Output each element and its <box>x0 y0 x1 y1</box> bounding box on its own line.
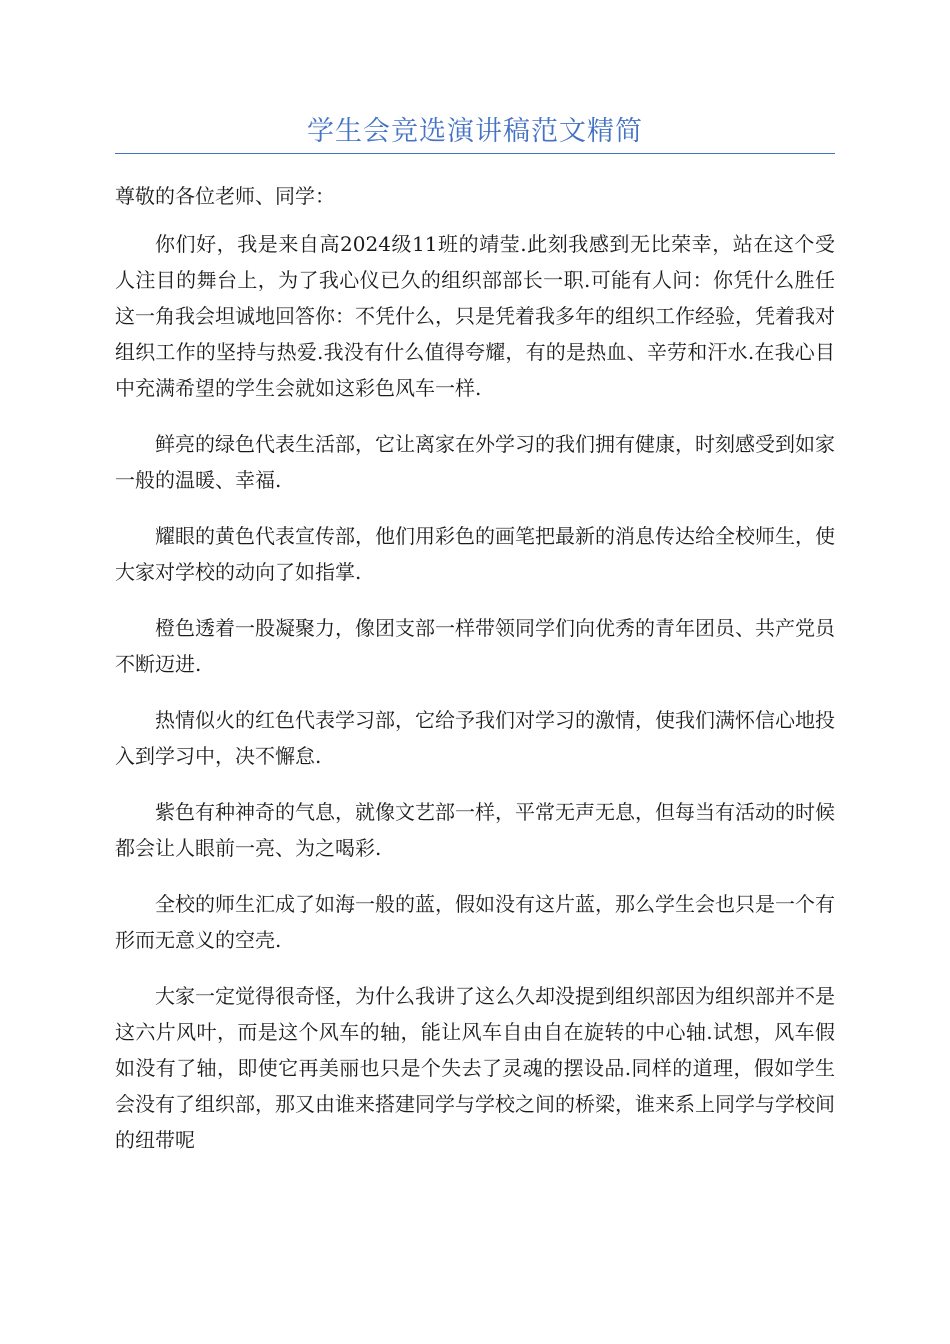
document-title: 学生会竞选演讲稿范文精简 <box>307 116 643 147</box>
paragraph: 耀眼的黄色代表宣传部，他们用彩色的画笔把最新的消息传达给全校师生，使大家对学校的动向了如指掌. <box>115 524 835 584</box>
paragraph: 大家一定觉得很奇怪，为什么我讲了这么久却没提到组织部因为组织部并不是这六片风叶，而是这个风车的轴，能让风车自由自在旋转的中心轴.试想，风车假如没有了轴，即使它再美丽也只是个失去了灵魂的摆设品.同样的道理，假如学生会没有了组织部，那又由谁来搭建同学与学校之间的桥梁，谁来系上同学与学校间的纽带呢 <box>115 984 835 1152</box>
paragraph: 紫色有种神奇的气息，就像文艺部一样，平常无声无息，但每当有活动的时候都会让人眼前一亮、为之喝彩. <box>115 800 835 860</box>
paragraph: 橙色透着一股凝聚力，像团支部一样带领同学们向优秀的青年团员、共产党员不断迈进. <box>115 616 835 676</box>
paragraph: 鲜亮的绿色代表生活部，它让离家在外学习的我们拥有健康，时刻感受到如家一般的温暖、幸福. <box>115 432 835 492</box>
paragraph: 你们好，我是来自高2024级11班的靖莹.此刻我感到无比荣幸，站在这个受人注目的舞台上，为了我心仪已久的组织部部长一职.可能有人问：你凭什么胜任这一角我会坦诚地回答你：不凭什么，只是凭着我多年的组织工作经验，凭着我对组织工作的坚持与热爱.我没有什么值得夸耀，有的是热血、辛劳和汗水.在我心目中充满希望的学生会就如这彩色风车一样. <box>115 232 835 400</box>
document-body <box>115 178 835 1178</box>
title-underline <box>115 153 835 154</box>
paragraph: 全校的师生汇成了如海一般的蓝，假如没有这片蓝，那么学生会也只是一个有形而无意义的空壳. <box>115 892 835 952</box>
paragraph: 热情似火的红色代表学习部，它给予我们对学习的激情，使我们满怀信心地投入到学习中，决不懈怠. <box>115 708 835 768</box>
salutation: 尊敬的各位老师、同学： <box>115 184 335 208</box>
